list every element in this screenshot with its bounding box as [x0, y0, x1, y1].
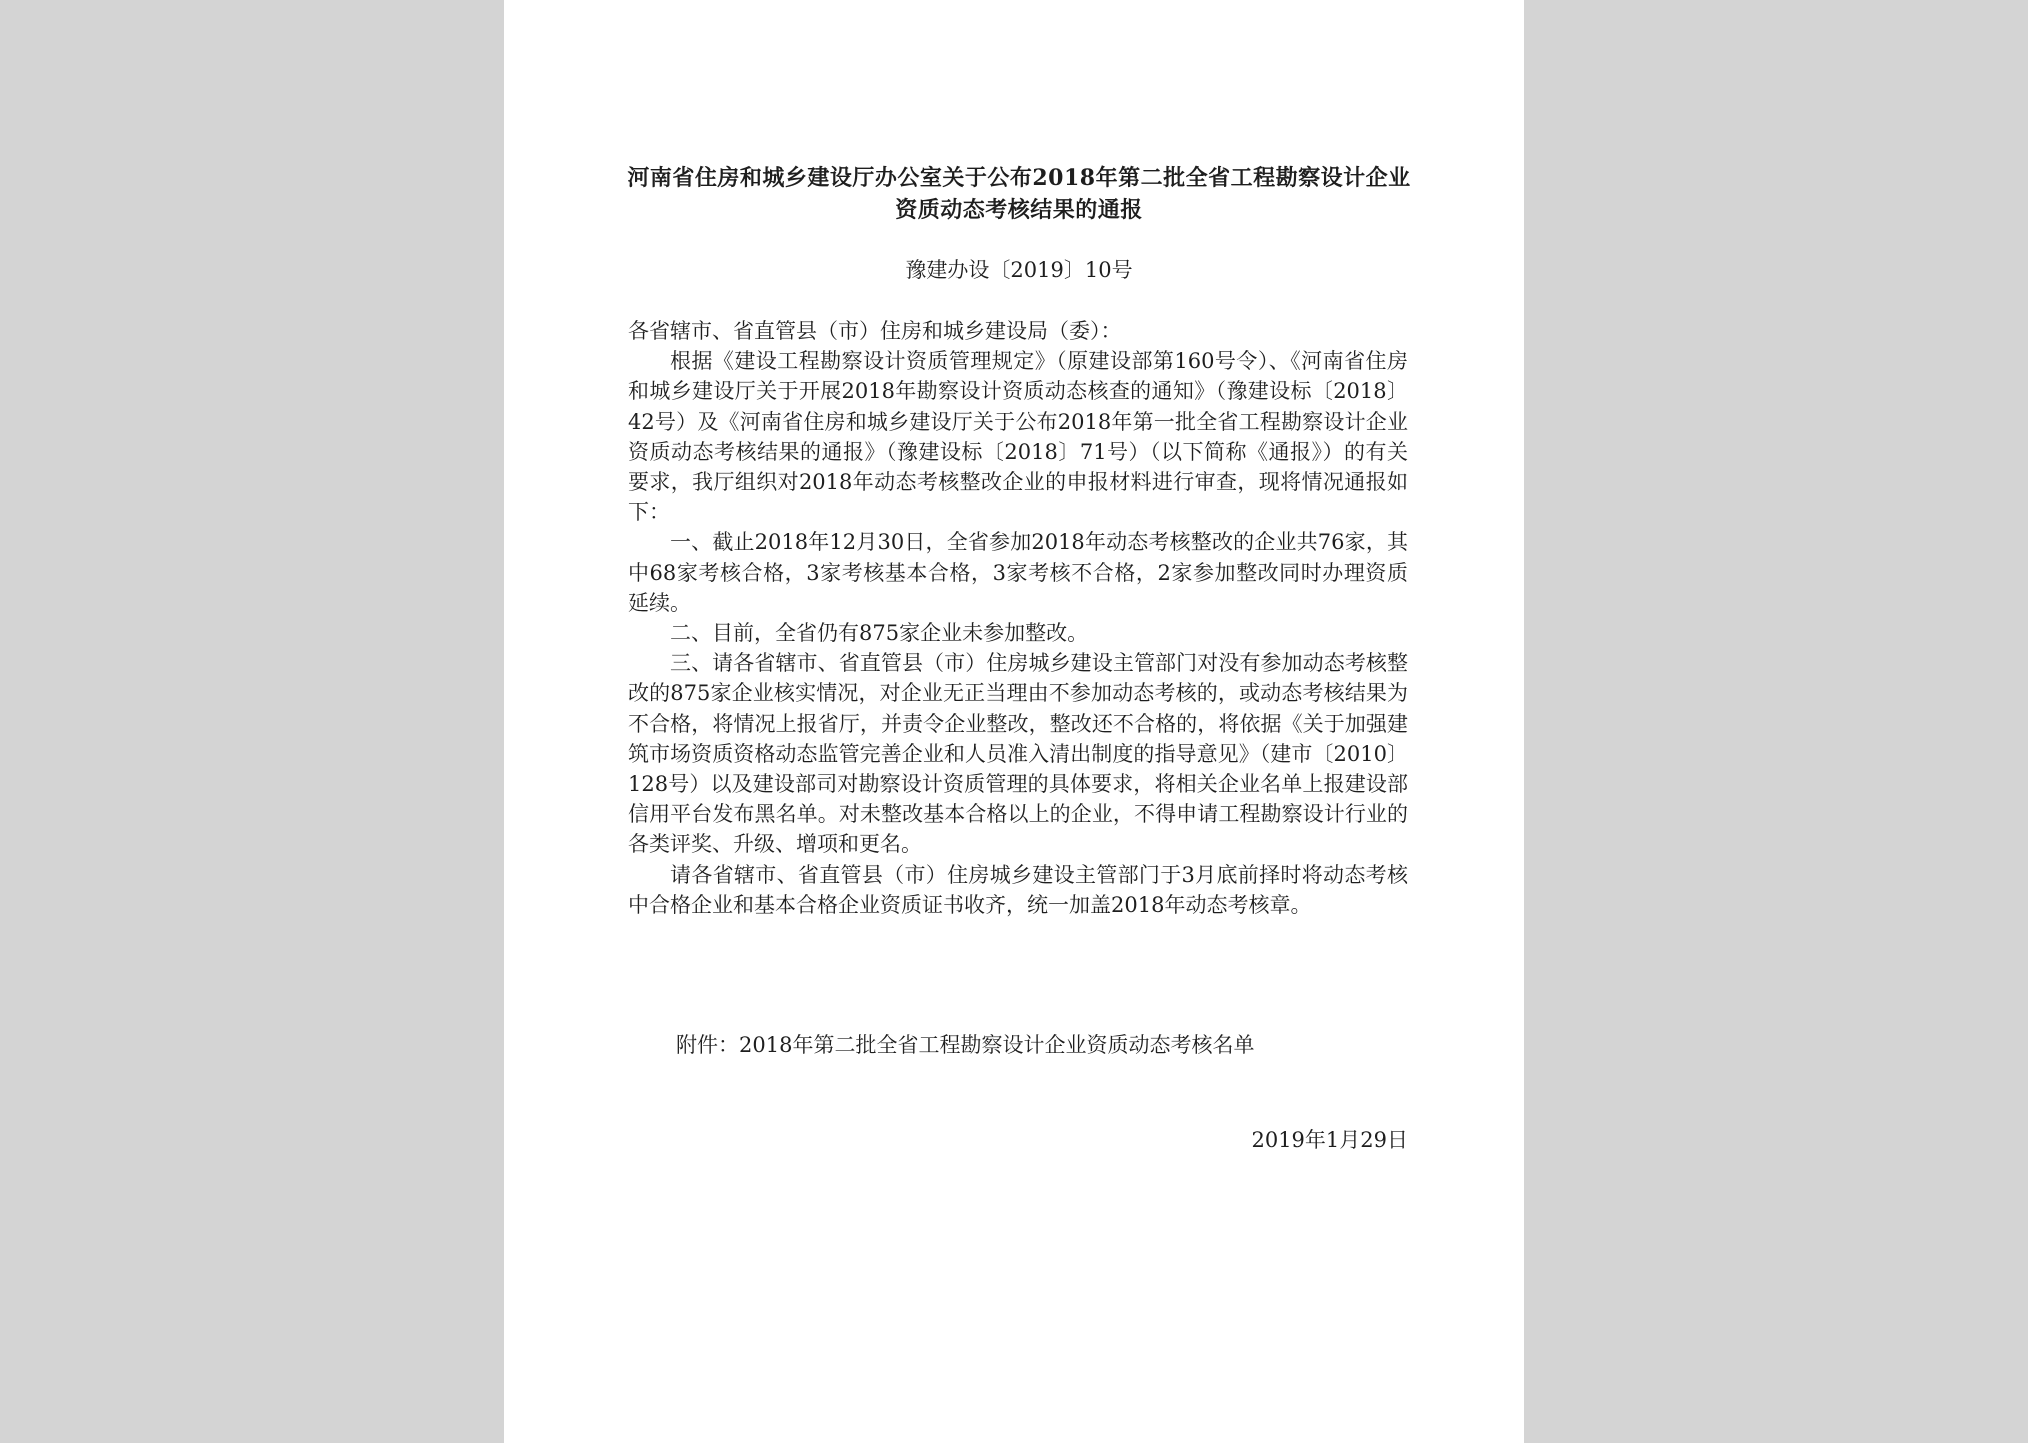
- attachment-note: 附件：2018年第二批全省工程勘察设计企业资质动态考核名单: [676, 1033, 1255, 1057]
- paragraph-3: 二、目前，全省仍有875家企业未参加整改。: [670, 621, 1089, 646]
- document-date: 2019年1月29日: [1251, 1128, 1408, 1152]
- paragraph-2: 一、截止2018年12月30日，全省参加2018年动态考核整改的企业共76家，其中68家考核合格，3家考核基本合格，3家考核不合格，2家参加整改同时办理资质延续。: [628, 530, 1408, 615]
- document-number: 豫建办设〔2019〕10号: [905, 258, 1133, 282]
- document-page: [504, 0, 1524, 1443]
- paragraph-1: 根据《建设工程勘察设计资质管理规定》（原建设部第160号令）、《河南省住房和城乡建设厅关于开展2018年勘察设计资质动态核查的通知》（豫建设标〔2018〕42号）及《河南省住房和城乡建设厅关于公布2018年第一批全省工程勘察设计企业资质动态考核结果的通报》（豫建设标〔2018〕71号）（以下简称《通报》）的有关要求，我厅组织对2018年动态考核整改企业的申报材料进行审查，现将情况通报如下：: [628, 349, 1408, 525]
- document-body: [628, 316, 1408, 920]
- salutation: 各省辖市、省直管县（市）住房和城乡建设局（委）：: [628, 319, 1122, 343]
- paragraph-5: 请各省辖市、省直管县（市）住房城乡建设主管部门于3月底前择时将动态考核中合格企业和基本合格企业资质证书收齐，统一加盖2018年动态考核章。: [628, 862, 1408, 917]
- paragraph-4: 三、请各省辖市、省直管县（市）住房城乡建设主管部门对没有参加动态考核整改的875家企业核实情况，对企业无正当理由不参加动态考核的，或动态考核结果为不合格，将情况上报省厅，并责令企业整改，整改还不合格的，将依据《关于加强建筑市场资质资格动态监管完善企业和人员准入清出制度的指导意见》（建市〔2010〕128号）以及建设部司对勘察设计资质管理的具体要求，将相关企业名单上报建设部信用平台发布黑名单。对未整改基本合格以上的企业，不得申请工程勘察设计行业的各类评奖、升级、增项和更名。: [628, 651, 1408, 857]
- document-title: 河南省住房和城乡建设厅办公室关于公布2018年第二批全省工程勘察设计企业资质动态考核结果的通报: [627, 165, 1411, 223]
